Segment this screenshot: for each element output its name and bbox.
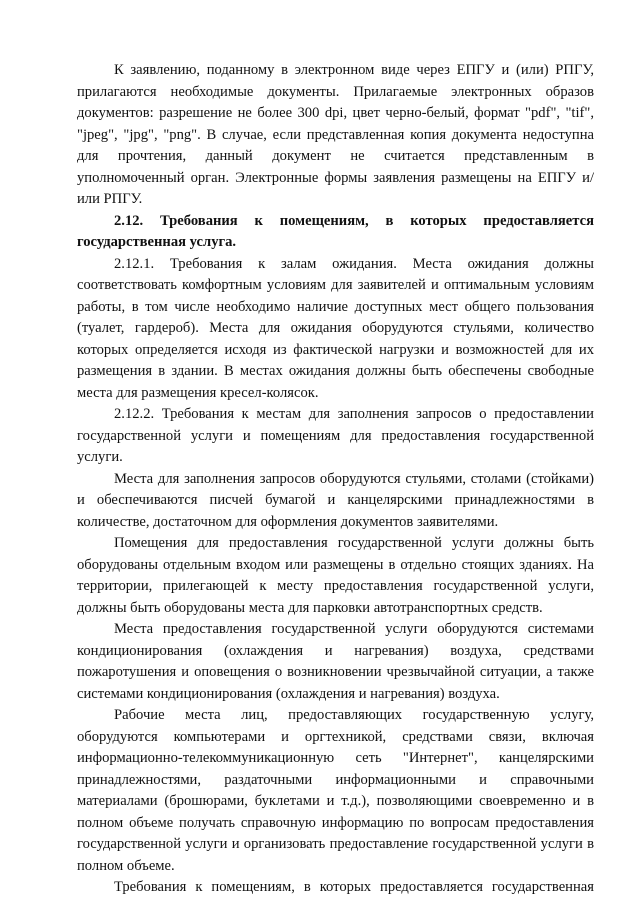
paragraph-electronic-application: К заявлению, поданному в электронном виде через ЕПГУ и (или) РПГУ, прилагаются необходимые документы. Прилагаемые электронных образов документов: разрешение не более 300 dpi, цвет черно-белый, формат "pdf", "tif", "jpeg", "jpg", "png". В случае, если представленная копия документа недоступна для прочтения, данный документ не считается представленным в уполномоченный орган. Электронные формы заявления размещены на ЕПГУ и/или РПГУ. bbox=[77, 62, 594, 207]
section-heading-2-12: 2.12. Требования к помещениям, в которых предоставляется государственная услуга. bbox=[77, 212, 594, 250]
paragraph-air-conditioning-fire: Места предоставления государственной услуги оборудуются системами кондиционирования (охлаждения и нагревания) воздуха, средствами пожаротушения и оповещения о возникновении чрезвычайной ситуации, а также системами кондиционирования (охлаждения и нагревания) воздуха. bbox=[77, 621, 594, 702]
paragraph-premises-entrance-parking: Помещения для предоставления государственной услуги должны быть оборудованы отдельным входом или размещены в отдельно стоящих зданиях. На территории, прилегающей к месту предоставления государственной услуги, должны быть оборудованы места для парковки автотранспортных средств. bbox=[77, 535, 594, 616]
paragraph-2-12-1-waiting-halls: 2.12.1. Требования к залам ожидания. Места ожидания должны соответствовать комфортным условиям для заявителей и оптимальным условиям работы, в том числе необходимо наличие доступных мест общего пользования (туалет, гардероб). Места для ожидания оборудуются стульями, количество которых определяется исходя из фактической нагрузки и возможностей для их размещения в здании. В местах ожидания должны быть обеспечены свободные места для размещения кресел-колясок. bbox=[77, 255, 594, 401]
paragraph-2-12-2-request-places: 2.12.2. Требования к местам для заполнения запросов о предоставлении государственной услуги и помещениям для предоставления государственной услуги. bbox=[77, 406, 594, 465]
paragraph-workplaces-equipment: Рабочие места лиц, предоставляющих государственную услугу, оборудуются компьютерами и оргтехникой, средствами связи, включая информационно-телекоммуникационную сеть "Интернет", канцелярскими принадлежностями, раздаточными информационными и справочными материалами (брошюрами, буклетами и т.д.), позволяющими своевременно и в полном объеме получать справочную информацию по вопросам предоставления государственной услуги и организовать предоставление государственной услуги в полном объеме. bbox=[77, 707, 594, 874]
paragraph-request-filling-equipment: Места для заполнения запросов оборудуются стульями, столами (стойками) и обеспечиваются писчей бумагой и канцелярскими принадлежностями в количестве, достаточном для оформления документов заявителями. bbox=[77, 470, 594, 530]
paragraph-premises-requirements-continued: Требования к помещениям, в которых предоставляется государственная bbox=[114, 879, 594, 895]
document-page bbox=[77, 60, 594, 899]
